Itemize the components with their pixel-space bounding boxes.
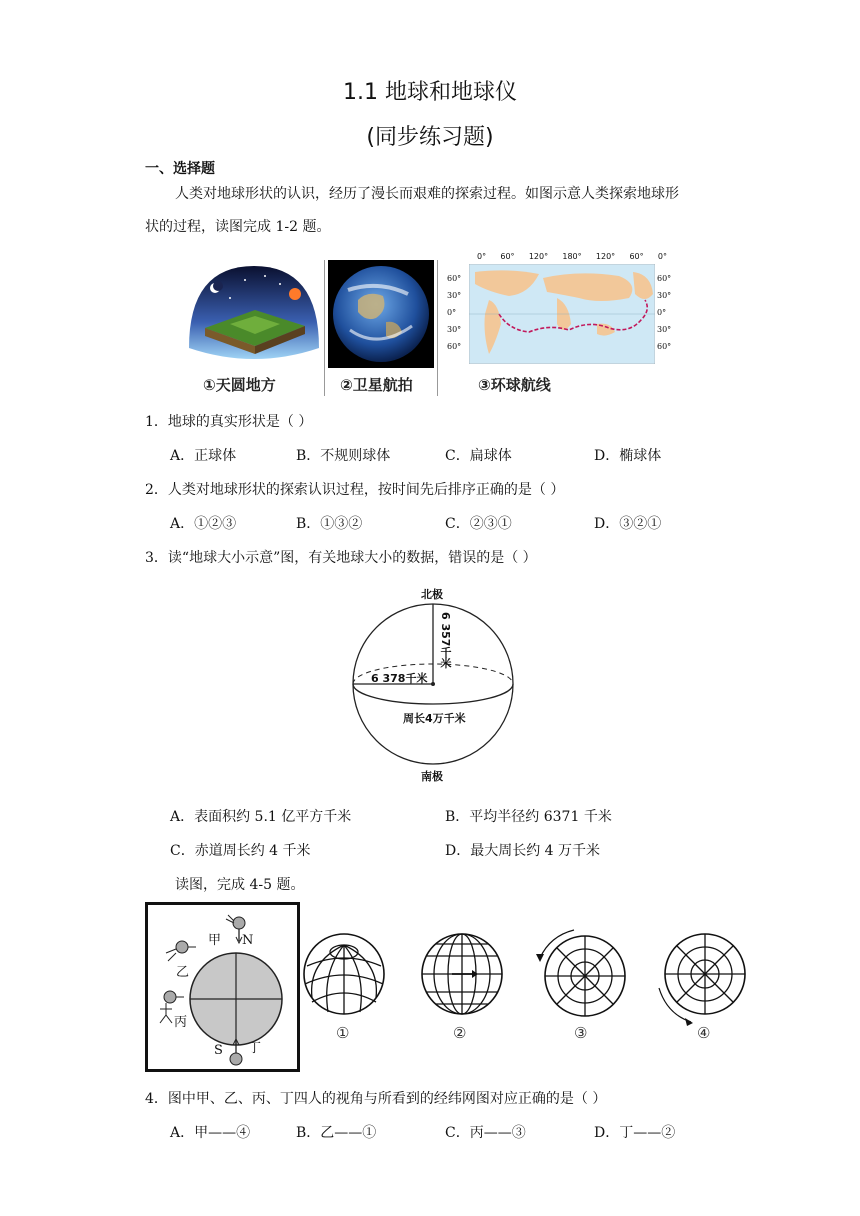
question-4-stem: 4．图中甲、乙、丙、丁四人的视角与所看到的经纬网图对应正确的是（ ） — [145, 1091, 607, 1107]
q4-option-a[interactable]: A．甲——④ — [170, 1125, 251, 1141]
map-lat-right: 60° 30° 0° 30° 60° — [657, 274, 672, 351]
divider — [437, 260, 438, 396]
north-label: N — [242, 933, 254, 948]
caption-2: ②卫星航拍 — [340, 376, 413, 394]
q1-option-c[interactable]: C．扁球体 — [445, 448, 512, 464]
viewers-figure — [145, 902, 300, 1072]
graticule-globe-4 — [655, 926, 755, 1026]
q4-option-d[interactable]: D．丁——② — [594, 1125, 676, 1141]
viewer-bing-label: 丙 — [174, 1015, 188, 1030]
equatorial-radius-label: 6 378千米 — [371, 672, 428, 685]
globe-2-label: ② — [453, 1024, 467, 1042]
q2-option-d[interactable]: D．③②① — [594, 516, 662, 532]
q3-option-a[interactable]: A．表面积约 5.1 亿平方千米 — [170, 809, 352, 825]
globe-4-label: ④ — [697, 1024, 711, 1042]
globe-3-label: ③ — [574, 1024, 588, 1042]
viewer-jia-label: 甲 — [208, 933, 222, 948]
world-map-image — [469, 264, 655, 364]
page-subtitle: (同步练习题) — [366, 125, 494, 150]
south-pole-label: 南极 — [421, 770, 443, 783]
q1-option-b[interactable]: B．不规则球体 — [296, 448, 391, 464]
question-1-stem: 1．地球的真实形状是（ ） — [145, 414, 313, 430]
q3-option-d[interactable]: D．最大周长约 4 万千米 — [445, 843, 601, 859]
world-map-route — [447, 252, 673, 372]
question-2-stem: 2．人类对地球形状的探索认识过程，按时间先后排序正确的是（ ） — [145, 482, 565, 498]
page-title: 1.1 地球和地球仪 — [343, 80, 517, 105]
graticule-globe-1 — [302, 932, 386, 1016]
q4-option-c[interactable]: C．丙——③ — [445, 1125, 526, 1141]
q4-option-b[interactable]: B．乙——① — [296, 1125, 377, 1141]
question-3-stem: 3．读“地球大小示意”图，有关地球大小的数据，错误的是（ ） — [145, 550, 537, 566]
q1-option-d[interactable]: D．椭球体 — [594, 448, 662, 464]
q2-option-b[interactable]: B．①③② — [296, 516, 363, 532]
intro-line-2: 状的过程，读图完成 1-2 题。 — [145, 219, 331, 235]
map-top-ticks: 0° 60° 120° 180° 120° 60° 0° — [477, 252, 667, 261]
caption-3: ③环球航线 — [478, 376, 551, 394]
viewer-ding-label: 丁 — [248, 1041, 262, 1056]
q2-option-c[interactable]: C．②③① — [445, 516, 512, 532]
north-pole-label: 北极 — [421, 588, 443, 601]
caption-1: ①天圆地方 — [203, 376, 276, 394]
graticule-globe-3 — [530, 926, 630, 1022]
earth-size-figure — [345, 582, 515, 782]
map-lat-left: 60° 30° 0° 30° 60° — [447, 274, 462, 351]
viewer-yi-label: 乙 — [176, 965, 190, 980]
q3-option-b[interactable]: B．平均半径约 6371 千米 — [445, 809, 612, 825]
heaven-round-earth-square-image — [185, 258, 323, 370]
section-heading: 一、选择题 — [145, 161, 215, 177]
circumference-label: 周长4万千米 — [403, 712, 466, 725]
intro-line-1: 人类对地球形状的认识，经历了漫长而艰难的探索过程。如图示意人类探索地球形 — [175, 186, 679, 202]
q3-option-c[interactable]: C．赤道周长约 4 千米 — [170, 843, 311, 859]
globe-1-label: ① — [336, 1024, 350, 1042]
divider — [324, 260, 325, 396]
graticule-globe-2 — [420, 932, 504, 1016]
intro-4-5: 读图，完成 4-5 题。 — [175, 877, 305, 893]
south-label: S — [214, 1043, 223, 1058]
polar-radius-label: 6 357千米 — [439, 612, 452, 669]
satellite-earth-image — [328, 260, 434, 368]
figure-earth-shape-exploration — [185, 252, 673, 398]
q1-option-a[interactable]: A．正球体 — [170, 448, 237, 464]
q2-option-a[interactable]: A．①②③ — [170, 516, 237, 532]
